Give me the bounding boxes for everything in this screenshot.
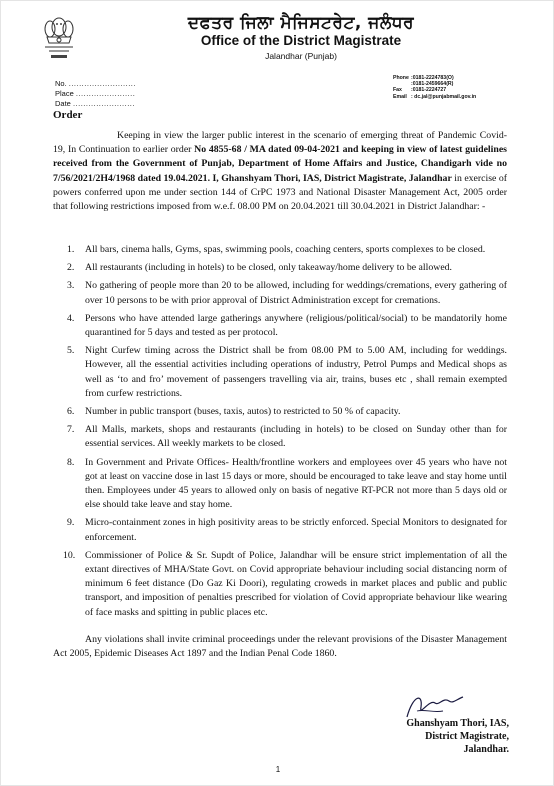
list-item-number: 4. xyxy=(67,312,75,324)
signatory-block xyxy=(369,717,509,756)
header-punjabi-title: ਦਫਤਰ ਜਿਲਾ ਮੈਜਿਸਟਰੇਟ, ਜਲੰਧਰ xyxy=(187,13,415,33)
meta-place-dots: ....................... xyxy=(75,89,136,98)
closing-paragraph: Any violations shall invite criminal proceedings under the relevant provisions of the Disaster Management Act 2005, Epidemic Diseases Act 1897 and the Indian Penal Code 1860. xyxy=(53,634,507,660)
meta-no-label: No. xyxy=(55,79,69,88)
list-item-text: All bars, cinema halls, Gyms, spas, swimming pools, coaching centers, sports complexes to be closed. xyxy=(85,244,486,255)
list-item-text: All Malls, markets, shops and restaurants (including in hotels) to be closed on Sunday other than for essential services. All weekly markets to be closed. xyxy=(85,424,507,450)
list-item xyxy=(53,344,507,401)
header-subtitle: Jalandhar (Punjab) xyxy=(265,51,337,61)
restrictions-list xyxy=(53,243,507,624)
contact-label: Phone xyxy=(393,75,409,81)
list-item xyxy=(53,516,507,544)
meta-place-label: Place xyxy=(55,89,76,98)
meta-no xyxy=(55,79,136,88)
list-item-number: 9. xyxy=(67,517,75,529)
meta-date-label: Date xyxy=(55,99,73,108)
list-item xyxy=(53,261,507,275)
meta-no-dots: .......................... xyxy=(68,79,136,88)
signatory-name: Ghanshyam Thori, IAS, xyxy=(406,718,509,729)
signatory-place: Jalandhar. xyxy=(463,744,509,755)
list-item-text: All restaurants (including in hotels) to be closed, only takeaway/home delivery to be allowed. xyxy=(85,262,453,274)
meta-date-dots: ........................ xyxy=(72,99,135,108)
contact-value: :0181-2224783(O) xyxy=(411,75,454,81)
list-item-text: In Government and Private Offices- Health/frontline workers and employees over 45 years who have not got at least on vaccine dose in last 15 days or more, should be encouraged to take leave and stay home until then. Employees under 45 years to allowed only on basis of negative RT-PCR not more than 5 days old or else should take leave and stay home. xyxy=(85,456,507,511)
list-item-text: Number in public transport (buses, taxis, autos) to restricted to 50 % of capacity. xyxy=(85,406,401,418)
meta-date xyxy=(55,99,135,108)
list-item-number: 5. xyxy=(67,345,75,357)
contact-value: :0181-2459664(R) xyxy=(411,81,454,88)
meta-place xyxy=(55,89,135,98)
list-item-text: Micro-containment zones in high positivity areas to be strictly enforced. Special Monitors to designated for enforcement. xyxy=(85,517,507,543)
list-item xyxy=(53,243,507,257)
list-item-number: 3. xyxy=(67,280,75,292)
list-item-number: 7. xyxy=(67,424,75,436)
list-item xyxy=(53,549,507,620)
intro-text-2: in exercise of powers conferred upon me under section 144 of CrPC 1973 and National Disaster Management Act, 2005 order that following restrictions imposed from w.e.f. 08.00 PM on 20.04.2021 till 30.04.2021 in District Jalandhar: - xyxy=(53,172,508,213)
list-item-text: Persons who have attended large gatherings anywhere (religious/political/social) to be mandatorily home quarantined for 5 days and tested as per protocol. xyxy=(85,312,507,339)
intro-paragraph xyxy=(53,129,507,214)
contact-row xyxy=(393,94,476,100)
list-item xyxy=(53,456,507,513)
order-heading: Order xyxy=(53,109,83,121)
contact-block xyxy=(393,75,476,100)
contact-value: :0181-2224727 xyxy=(411,87,447,94)
intro-text-1: Keeping in view the larger public interest in the scenario of emerging threat of Pandemic Covid-19, In Continuation to earlier order xyxy=(53,130,507,156)
page-number: 1 xyxy=(275,765,281,774)
list-item-number: 8. xyxy=(67,456,75,468)
contact-value: : dc.jal@punjabmail.gov.in xyxy=(411,93,477,100)
list-item xyxy=(53,405,507,419)
list-item-text: Commissioner of Police & Sr. Supdt of Police, Jalandhar will be ensure strict implementation of all the extant directives of MHA/State Govt. on Covid appropriate behaviour including social distancing norm of minimum 6 feet distance (Do Gaz Ki Doori), regulating croweds in market places and public and public transport, and imposition of penalties prescribed for violation of Covid appropriate behaviour like wearing of face masks and spitting in public places etc. xyxy=(85,549,507,618)
list-item-text: No gathering of people more than 20 to be allowed, including for weddings/cremations, every gathering of over 10 persons to be with prior approval of District Administration except for cremations. xyxy=(85,280,507,306)
list-item xyxy=(53,312,507,340)
header-title: Office of the District Magistrate xyxy=(200,33,402,48)
list-item xyxy=(53,423,507,451)
list-item-number: 2. xyxy=(67,262,75,274)
list-item-number: 6. xyxy=(67,406,75,418)
national-emblem-icon xyxy=(39,13,79,65)
list-item xyxy=(53,279,507,307)
signatory-designation: District Magistrate, xyxy=(425,731,509,742)
list-item-number: 1. xyxy=(67,244,75,255)
contact-label: Email xyxy=(393,93,407,100)
contact-label: Fax xyxy=(393,87,402,94)
list-item-text: Night Curfew timing across the District shall be from 08.00 PM to 5.00 AM, including for weddings. However, all the essential activities including operations of industry, Petrol Pumps and Medical shops as well as ‘to and fro’ movement of passengers travelling via air, trains, buses etc , shall remain exempted from curfew restrictions. xyxy=(85,345,507,399)
intro-bold-text: No 4855-68 / MA dated 09-04-2021 and keeping in view of latest guidelines received from the Government of Punjab, Department of Home Affairs and Justice, Chandigarh vide no 7/56/2021/2H4/1968 dated 19.04.2021. I, Ghanshyam Thori, IAS, District Magistrate, Jalandhar xyxy=(53,144,507,184)
list-item-number: 10. xyxy=(63,549,76,561)
